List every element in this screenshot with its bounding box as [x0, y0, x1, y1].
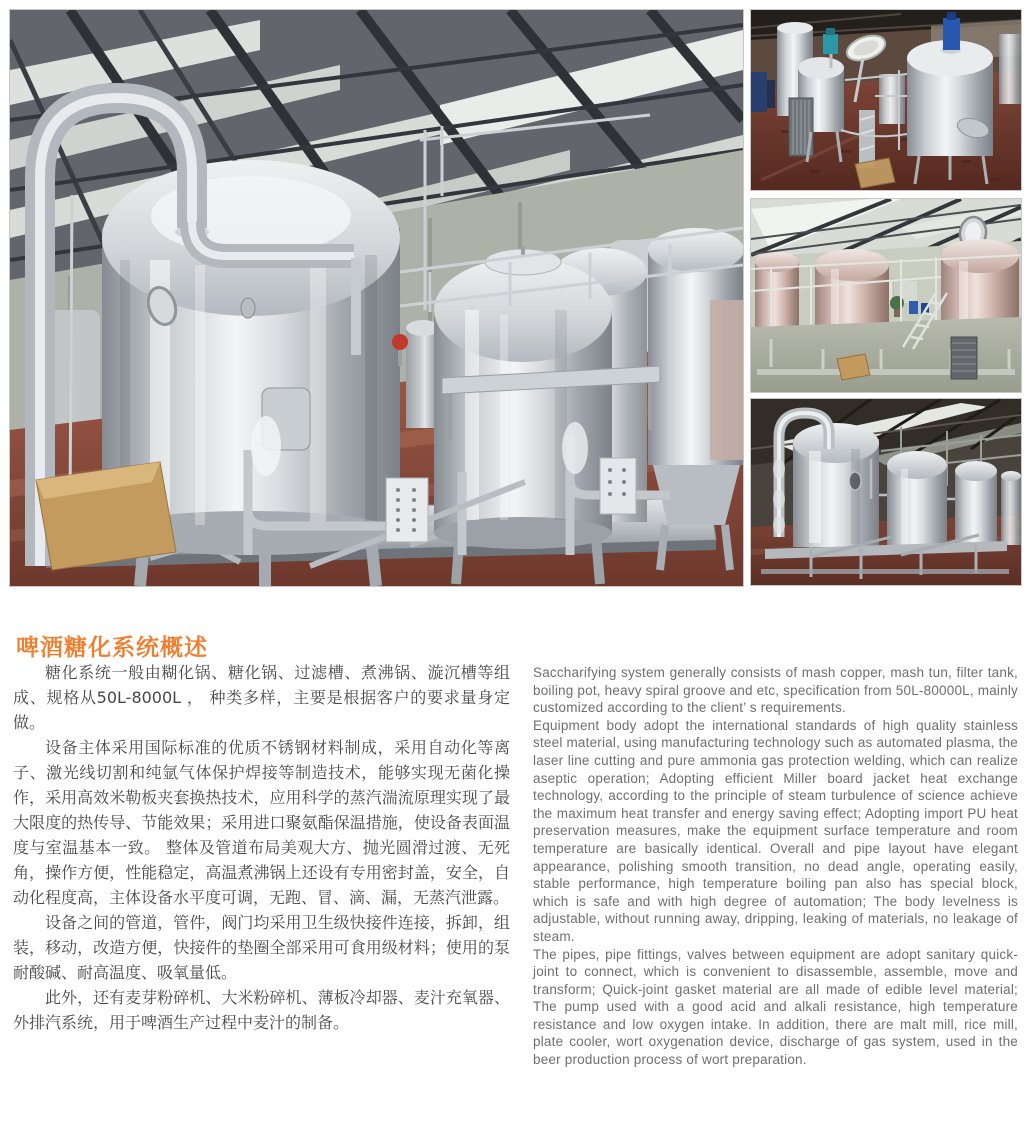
cn-paragraph: 糖化系统一般由糊化锅、糖化锅、过滤槽、煮沸锅、漩沉槽等组成、规格从50L-8000L ， 种类多样，主要是根据客户的要求量身定做。	[13, 663, 510, 732]
english-description-column	[533, 664, 1018, 1069]
chinese-description-column	[13, 660, 510, 1035]
brewhouse-row-illustration	[751, 199, 1021, 392]
side-photo-brewhouse-row	[751, 199, 1021, 392]
side-photo-tanks-chimney	[751, 399, 1021, 585]
mash-tuns-illustration	[751, 10, 1021, 190]
main-brewhouse-photo	[10, 10, 743, 586]
page-title: 啤酒糖化系统概述	[16, 635, 208, 662]
brewhouse-illustration	[10, 10, 743, 586]
side-photo-mash-tuns	[751, 10, 1021, 190]
en-paragraph: Saccharifying system generally consists of mash copper, mash tun, filter tank, boiling pot, heavy spiral groove and etc, specification from 50L-80000L, mainly customized according to the client’ s requirements.	[533, 665, 1018, 716]
cn-paragraph: 设备之间的管道，管件，阀门均采用卫生级快接件连接，拆卸，组装，移动，改造方便，快接件的垫圈全部采用可食用级材料；使用的泵耐酸碱、耐高温度、吸氧量低。	[13, 913, 510, 982]
cn-paragraph: 设备主体采用国际标准的优质不锈钢材料制成，采用自动化等离子、激光线切割和纯氩气体保护焊接等制造技术，能够实现无菌化操作，采用高效米勒板夹套换热技术，应用科学的蒸汽湍流原理实现了最大限度的热传导、节能效果；采用进口聚氨酯保温措施，使设备表面温度与室温基本一致。 整体及管道布局美观大方、抛光圆滑过渡、无死角，操作方便，性能稳定，高温煮沸锅上还设有专用密封盖，安全，自动化程度高，主体设备水平度可调，无跑、冒、滴、漏，无蒸汽泄露。	[13, 738, 510, 907]
tanks-chimney-illustration	[751, 399, 1021, 585]
en-paragraph: The pipes, pipe fittings, valves between equipment are adopt sanitary quick-joint to connect, which is convenient to disassemble, assemble, move and transform; Quick-joint gasket material are all made of edible level material; The pump used with a good acid and alkali resistance, high temperature resistance and low oxygen intake. In addition, there are malt mill, rice mill, plate cooler, wort oxygenation device, discharge of gas system, used in the beer production process of wort preparation.	[533, 946, 1018, 1068]
en-paragraph: Equipment body adopt the international standards of high quality stainless steel material, using manufacturing technology such as automated plasma, the laser line cutting and pure ammonia gas protection welding, which can realize aseptic operation; Adopting efficient Miller board jacket heat exchange technology, according to the principle of steam turbulence of science achieve the maximum heat transfer and energy saving effect; Adopting import PU heat preservation measures, make the equipment surface temperature and room temperature are basically identical. Overall and pipe layout have elegant appearance, polishing smooth transition, no dead angle, operating easily, stable performance, high temperature boiling pan also has special block, which is safe and with high degree of automation; The body levelness is adjustable, without running away, dripping, leaking of materials, no leakage of steam.	[533, 717, 1018, 944]
cn-paragraph: 此外，还有麦芽粉碎机、大米粉碎机、薄板冷却器、麦汁充氧器、外排汽系统，用于啤酒生产过程中麦汁的制备。	[13, 988, 510, 1032]
